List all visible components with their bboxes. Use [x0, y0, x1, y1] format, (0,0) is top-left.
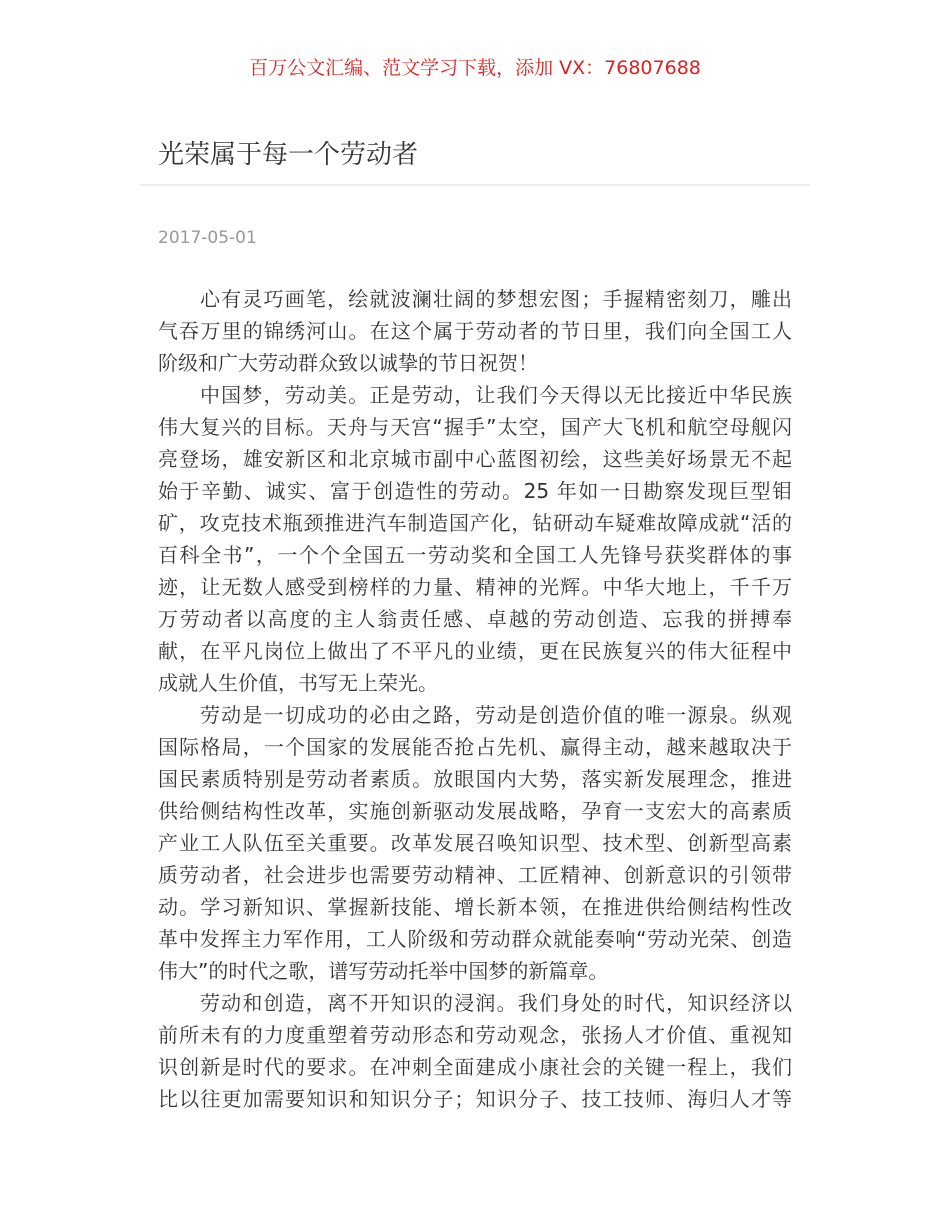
paragraph-line: 矿，攻克技术瓶颈推进汽车制造国产化，钻研动车疑难故障成就“活的: [158, 511, 792, 535]
article-paragraph: [158, 987, 792, 1115]
paragraph-line: 万劳动者以高度的主人翁责任感、卓越的劳动创造、忘我的拼搏奉: [158, 607, 792, 631]
paragraph-line: 前所未有的力度重塑着劳动形态和劳动观念，张扬人才价值、重视知: [158, 1023, 792, 1047]
paragraph-line: 始于辛勤、诚实、富于创造性的劳动。25 年如一日勘察发现巨型钼: [158, 479, 792, 503]
paragraph-line: 劳动和创造，离不开知识的浸润。我们身处的时代，知识经济以: [200, 991, 792, 1015]
paragraph-line: 伟大复兴的目标。天舟与天宫“握手”太空，国产大飞机和航空母舰闪: [158, 415, 792, 439]
paragraph-line: 国际格局，一个国家的发展能否抢占先机、赢得主动，越来越取决于: [158, 735, 792, 759]
paragraph-line: 劳动是一切成功的必由之路，劳动是创造价值的唯一源泉。纵观: [200, 703, 792, 727]
paragraph-line: 亮登场，雄安新区和北京城市副中心蓝图初绘，这些美好场景无不起: [158, 447, 792, 471]
paragraph-line: 比以往更加需要知识和知识分子；知识分子、技工技师、海归人才等: [158, 1087, 792, 1111]
paragraph-line: 心有灵巧画笔，绘就波澜壮阔的梦想宏图；手握精密刻刀，雕出: [200, 287, 792, 311]
paragraph-line: 献，在平凡岗位上做出了不平凡的业绩，更在民族复兴的伟大征程中: [158, 639, 792, 663]
paragraph-line: 产业工人队伍至关重要。改革发展召唤知识型、技术型、创新型高素: [158, 831, 792, 855]
paragraph-line: 阶级和广大劳动群众致以诚挚的节日祝贺！: [158, 351, 538, 375]
article-paragraph: [158, 283, 792, 379]
article-body: [158, 283, 792, 1115]
paragraph-line: 革中发挥主力军作用，工人阶级和劳动群众就能奏响“劳动光荣、创造: [158, 927, 792, 951]
paragraph-line: 供给侧结构性改革，实施创新驱动发展战略，孕育一支宏大的高素质: [158, 799, 792, 823]
title-divider: [140, 184, 810, 186]
paragraph-line: 国民素质特别是劳动者素质。放眼国内大势，落实新发展理念，推进: [158, 767, 792, 791]
promo-banner: 百万公文汇编、范文学习下载，添加 VX：76807688: [249, 57, 701, 79]
article-paragraph: [158, 379, 792, 699]
publish-date: 2017-05-01: [158, 228, 257, 248]
paragraph-line: 识创新是时代的要求。在冲刺全面建成小康社会的关键一程上，我们: [158, 1055, 792, 1079]
paragraph-line: 成就人生价值，书写无上荣光。: [158, 671, 438, 695]
article-paragraph: [158, 699, 792, 987]
paragraph-line: 质劳动者，社会进步也需要劳动精神、工匠精神、创新意识的引领带: [158, 863, 792, 887]
paragraph-line: 百科全书”，一个个全国五一劳动奖和全国工人先锋号获奖群体的事: [158, 543, 792, 567]
paragraph-line: 动。学习新知识、掌握新技能、增长新本领，在推进供给侧结构性改: [158, 895, 792, 919]
paragraph-line: 中国梦，劳动美。正是劳动，让我们今天得以无比接近中华民族: [200, 383, 792, 407]
paragraph-line: 伟大”的时代之歌，谱写劳动托举中国梦的新篇章。: [158, 959, 609, 983]
article-title: 光荣属于每一个劳动者: [158, 140, 419, 170]
paragraph-line: 气吞万里的锦绣河山。在这个属于劳动者的节日里，我们向全国工人: [158, 319, 792, 343]
paragraph-line: 迹，让无数人感受到榜样的力量、精神的光辉。中华大地上，千千万: [158, 575, 792, 599]
